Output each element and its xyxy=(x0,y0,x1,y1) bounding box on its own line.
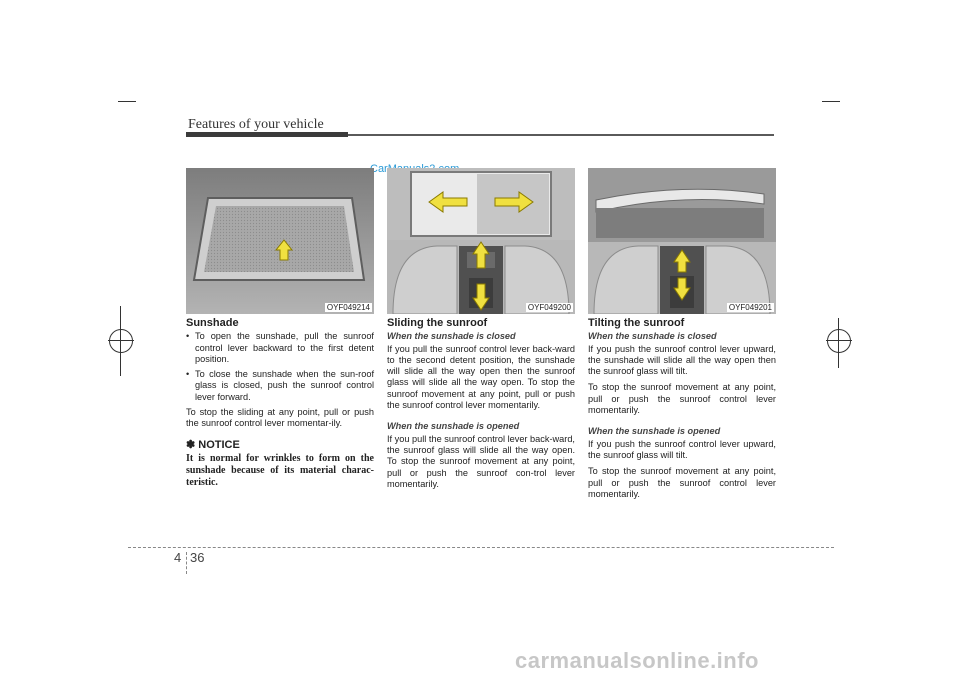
subheading-tilt-sunshade-opened: When the sunshade is opened xyxy=(588,426,721,437)
notice-text: It is normal for wrinkles to form on the sunshade because of its material charac-teristic. xyxy=(186,452,374,488)
footer-dashed-rule xyxy=(128,547,834,548)
paragraph-tilt-stop-2: To stop the sunroof movement at any point, pull or push the sunroof control lever momentarily. xyxy=(588,466,776,499)
subheading-sunshade-opened: When the sunshade is opened xyxy=(387,421,520,432)
watermark-bottom: carmanualsonline.info xyxy=(515,648,759,673)
paragraph-sliding-opened: If you pull the sunroof control lever back-ward, the sunroof glass will slide all the way open. To stop the sunroof movement at any point, pull or push the sunroof con-trol lever momentarily. xyxy=(387,433,575,489)
registration-mark-left xyxy=(109,329,133,353)
section-title: Features of your vehicle xyxy=(188,117,324,132)
page-number: 36 xyxy=(190,550,205,565)
header-rule-accent xyxy=(186,132,348,137)
paragraph-sliding-closed: If you pull the sunroof control lever back-ward to the second detent position, the sunshade will slide all the way open then the sunroof glass will slide all the way open. To stop the sunroof movement at any point, pull or push the sunroof control lever momentarily. xyxy=(387,343,575,411)
subheading-sunshade-closed: When the sunshade is closed xyxy=(387,331,516,342)
column-tilting-sunroof xyxy=(588,318,776,505)
notice-title: ✽ NOTICE xyxy=(186,438,240,451)
image-code-1: OYF049214 xyxy=(326,303,370,312)
registration-mark-right xyxy=(827,329,851,353)
image-code-2: OYF049200 xyxy=(527,303,571,312)
heading-sunshade: Sunshade xyxy=(186,317,239,329)
crop-mark-top-right xyxy=(822,101,840,102)
bullet-close-sunshade: • To close the sunshade when the sun-roof glass is closed, push the sunroof control lever forward. xyxy=(186,369,374,403)
footer-divider xyxy=(186,552,187,574)
column-sliding-sunroof xyxy=(387,318,575,495)
bullet-open-sunshade: • To open the sunshade, pull the sunroof control lever backward to the first detent position. xyxy=(186,331,374,365)
sunshade-bullet-list xyxy=(186,331,374,403)
heading-sliding-sunroof: Sliding the sunroof xyxy=(387,317,488,329)
column-sunshade xyxy=(186,318,374,489)
chapter-number: 4 xyxy=(174,550,182,565)
sunshade-photo xyxy=(186,168,374,314)
paragraph-tilt-stop-1: To stop the sunroof movement at any point, pull or push the sunroof control lever momentarily. xyxy=(588,382,776,416)
paragraph-stop-sliding: To stop the sliding at any point, pull or push the sunroof control lever momentar-ily. xyxy=(186,407,374,429)
heading-tilting-sunroof: Tilting the sunroof xyxy=(588,317,685,329)
paragraph-tilt-closed: If you push the sunroof control lever upward, the sunshade will slide all the way open then the sunroof glass will tilt. xyxy=(588,343,776,377)
image-code-3: OYF049201 xyxy=(728,303,772,312)
sliding-sunroof-photo xyxy=(387,168,575,314)
subheading-tilt-sunshade-closed: When the sunshade is closed xyxy=(588,331,717,342)
crop-mark-top-left xyxy=(118,101,136,102)
paragraph-tilt-opened: If you push the sunroof control lever upward, the sunroof glass will tilt. xyxy=(588,438,776,460)
tilting-sunroof-photo xyxy=(588,168,776,314)
